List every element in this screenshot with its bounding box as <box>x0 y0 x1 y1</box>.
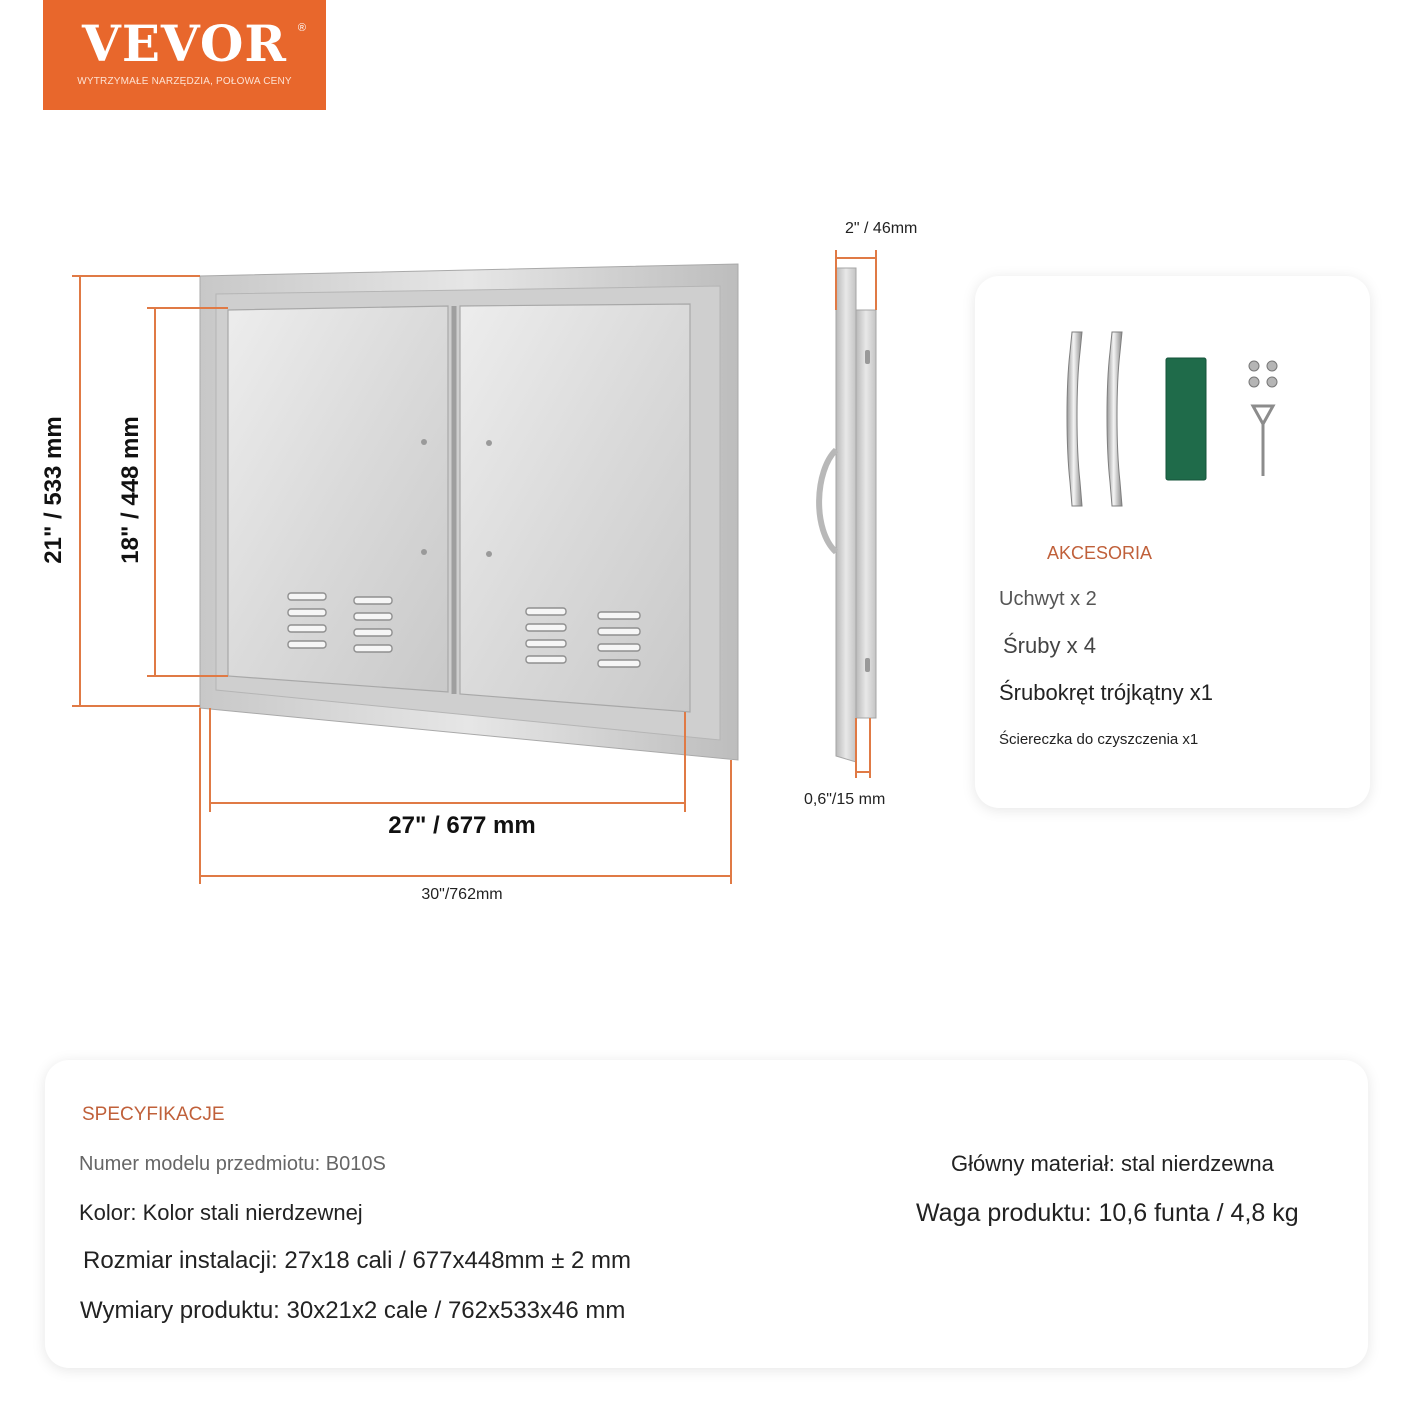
right-door <box>460 304 690 712</box>
accessories-title: AKCESORIA <box>1047 543 1153 563</box>
spec-model: Numer modelu przedmiotu: B010S <box>79 1153 386 1175</box>
flange-label: 0,6"/15 mm <box>804 791 886 808</box>
inner-width-label: 27" / 677 mm <box>388 812 536 839</box>
handle-icon <box>1107 332 1122 506</box>
spec-product-dimensions: Wymiary produktu: 30x21x2 cale / 762x533x46 mm <box>80 1297 626 1324</box>
screws-icon <box>1249 361 1277 387</box>
outer-height-label: 21" / 533 mm <box>40 416 67 564</box>
cleaning-pad-icon <box>1166 358 1206 480</box>
inner-height-label: 18" / 448 mm <box>117 416 144 564</box>
accessories-illustration <box>1040 326 1300 516</box>
specifications-title: SPECYFIKACJE <box>82 1104 225 1125</box>
spec-install-size: Rozmiar instalacji: 27x18 cali / 677x448mm ± 2 mm <box>83 1247 632 1274</box>
accessory-item: Uchwyt x 2 <box>999 588 1097 610</box>
door-side-view <box>819 268 876 762</box>
accessory-item: Ściereczka do czyszczenia x1 <box>999 731 1199 748</box>
accessory-item: Śrubokręt trójkątny x1 <box>999 680 1213 705</box>
spec-weight: Waga produktu: 10,6 funta / 4,8 kg <box>916 1199 1299 1227</box>
left-door <box>228 306 448 692</box>
spec-material: Główny materiał: stal nierdzewna <box>951 1151 1274 1176</box>
handle-icon <box>1067 332 1082 506</box>
brand-name: VEVOR <box>82 14 287 73</box>
spec-color: Kolor: Kolor stali nierdzewnej <box>79 1200 363 1225</box>
registered-mark: ® <box>297 22 306 34</box>
brand-tagline: WYTRZYMAŁE NARZĘDZIA, POŁOWA CENY <box>77 76 292 87</box>
triangle-key-icon <box>1253 406 1273 476</box>
depth-label: 2" / 46mm <box>845 220 918 237</box>
outer-width-label: 30"/762mm <box>421 886 503 903</box>
accessory-item: Śruby x 4 <box>1003 633 1096 658</box>
